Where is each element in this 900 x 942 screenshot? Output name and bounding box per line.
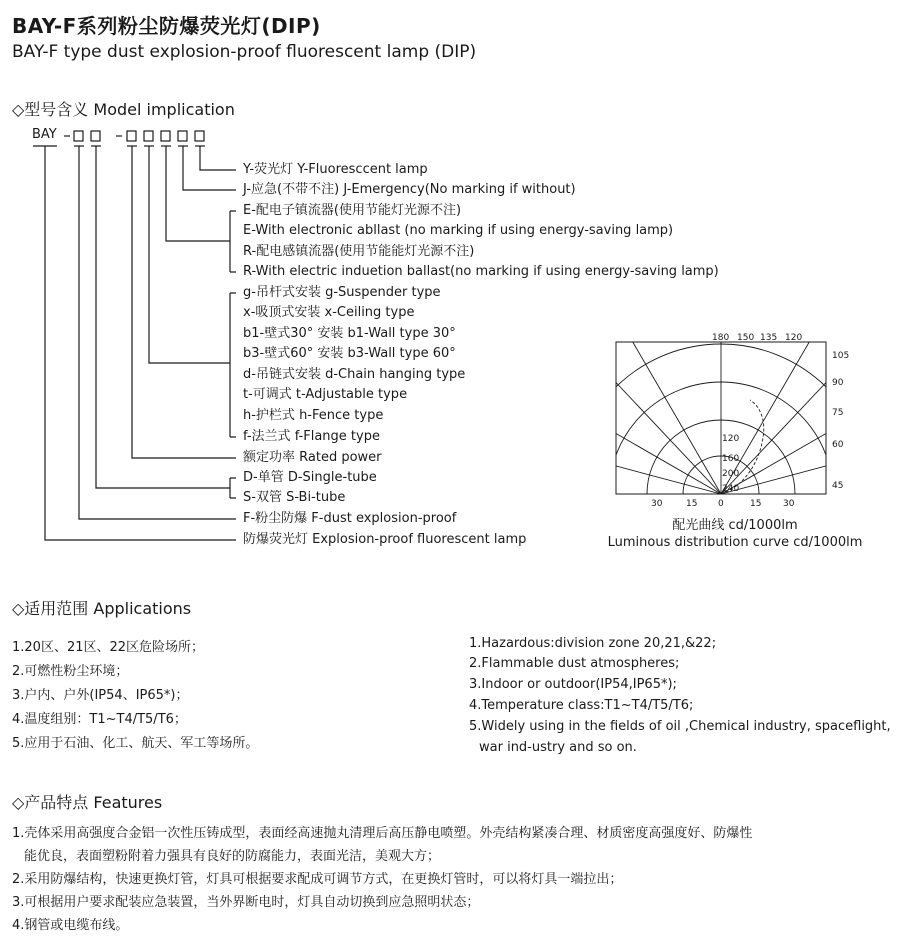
right-label: 60 bbox=[832, 440, 844, 450]
application-en: 4.Temperature class:T1~T4/T5/T6; bbox=[469, 698, 694, 713]
legend-line: h-护栏式 h-Fence type bbox=[243, 408, 384, 423]
feature-item: 1.壳体采用高强度合金铝一次性压铸成型，表面经高速抛丸清理后高压静电喷塑。外壳结构紧凑合理、材质密度高强度好、防爆性 bbox=[12, 826, 753, 841]
legend-line: E-With electronic abllast (no marking if using energy-saving lamp) bbox=[243, 223, 674, 238]
legend-line: R-配电感镇流器(使用节能能灯光源不注) bbox=[243, 244, 475, 259]
page-subtitle: BAY-F type dust explosion-proof fluorescent lamp (DIP) bbox=[12, 42, 477, 62]
right-label: 105 bbox=[832, 351, 850, 361]
application-cn: 1.20区、21区、22区危险场所； bbox=[12, 640, 205, 655]
inner-label: 160 bbox=[722, 454, 740, 464]
applications-heading: ◇适用范围 Applications bbox=[12, 599, 192, 618]
luminous-curve-diagram bbox=[600, 328, 870, 518]
application-en: 3.Indoor or outdoor(IP54,IP65*); bbox=[469, 677, 677, 692]
feature-item: 能优良，表面塑粉附着力强具有良好的防腐能力，表面光洁，美观大方； bbox=[24, 849, 441, 864]
legend-line: d-吊链式安装 d-Chain hanging type bbox=[243, 367, 466, 382]
legend-line: b3-壁式60° 安装 b3-Wall type 60° bbox=[243, 346, 456, 361]
feature-item: 2.采用防爆结构，快速更换灯管，灯具可根据要求配成可调节方式，在更换灯管时，可以将灯具一端拉出； bbox=[12, 872, 623, 887]
bottom-label: 0 bbox=[718, 499, 724, 509]
application-cn: 2.可燃性粉尘环境； bbox=[12, 664, 129, 679]
bottom-label: 15 bbox=[750, 499, 762, 509]
legend-line: R-With electric indueti‌on ballast(no marking if using energy-saving lamp) bbox=[243, 264, 719, 279]
bottom-label: 30 bbox=[651, 499, 663, 509]
legend-line: F-粉尘防爆 F-dust explosion-proof bbox=[243, 511, 457, 526]
top-label: 180 bbox=[712, 333, 730, 343]
legend-line: S-双管 S-Bi-tube bbox=[243, 490, 346, 505]
application-cn: 4.温度组别：T1~T4/T5/T6； bbox=[12, 712, 187, 727]
features-heading: ◇产品特点 Features bbox=[12, 793, 163, 812]
application-en: 2.Flammable dust atmospheres; bbox=[469, 656, 680, 671]
application-en: 1.Hazardous:division zone 20,21,&22; bbox=[469, 636, 717, 651]
legend-line: g-吊杆式安装 g-Suspender type bbox=[243, 285, 441, 300]
bottom-label: 30 bbox=[783, 499, 795, 509]
application-en: war ind-ustry and so on. bbox=[479, 740, 637, 755]
top-label: 135 bbox=[760, 333, 778, 343]
curve-caption-cn: 配光曲线 cd/1000lm bbox=[672, 518, 798, 533]
page-title: BAY-F系列粉尘防爆荧光灯(DIP) bbox=[12, 14, 321, 38]
model-prefix: BAY bbox=[32, 127, 57, 142]
application-cn: 3.户内、户外(IP54、IP65*)； bbox=[12, 688, 189, 703]
legend-line: J-应急(不带不注) J-Emergency(No marking if without) bbox=[243, 182, 576, 197]
legend-line: D-单管 D-Single-tube bbox=[243, 470, 377, 485]
legend-line: b1-壁式30° 安装 b1-Wall type 30° bbox=[243, 326, 456, 341]
top-label: 150 bbox=[737, 333, 755, 343]
application-en: 5.Widely using in the fields of oil ,Chemical industry, spaceflight, bbox=[469, 719, 891, 734]
legend-line: 额定功率 Rated power bbox=[243, 450, 382, 465]
right-label: 45 bbox=[832, 481, 844, 491]
legend-line: Y-荧光灯 Y-Fluoresccent lamp bbox=[243, 162, 428, 177]
right-label: 75 bbox=[832, 408, 844, 418]
bottom-label: 15 bbox=[686, 499, 698, 509]
feature-item: 3.可根据用户要求配装应急装置，当外界断电时，灯具自动切换到应急照明状态； bbox=[12, 895, 480, 910]
model-heading: ◇型号含义 Model implication bbox=[12, 100, 235, 119]
application-cn: 5.应用于石油、化工、航天、军工等场所。 bbox=[12, 736, 259, 751]
legend-line: f-法兰式 f-Flange type bbox=[243, 429, 380, 444]
legend-line: t-可调式 t-Adjustable type bbox=[243, 387, 408, 402]
inner-label: 240 bbox=[722, 484, 740, 494]
legend-line: 防爆荧光灯 Explosion-proof fluorescent lamp bbox=[243, 532, 527, 547]
top-label: 120 bbox=[785, 333, 803, 343]
legend-line: x-吸顶式安装 x-Ceiling type bbox=[243, 305, 415, 320]
legend-line: E-配电子镇流器(使用节能灯光源不注) bbox=[243, 203, 462, 218]
feature-item: 4.钢管或电缆布线。 bbox=[12, 918, 129, 933]
inner-label: 120 bbox=[722, 434, 740, 444]
curve-caption-en: Luminous distribution curve cd/1000lm bbox=[607, 535, 863, 550]
inner-label: 200 bbox=[722, 469, 740, 479]
right-label: 90 bbox=[832, 378, 844, 388]
